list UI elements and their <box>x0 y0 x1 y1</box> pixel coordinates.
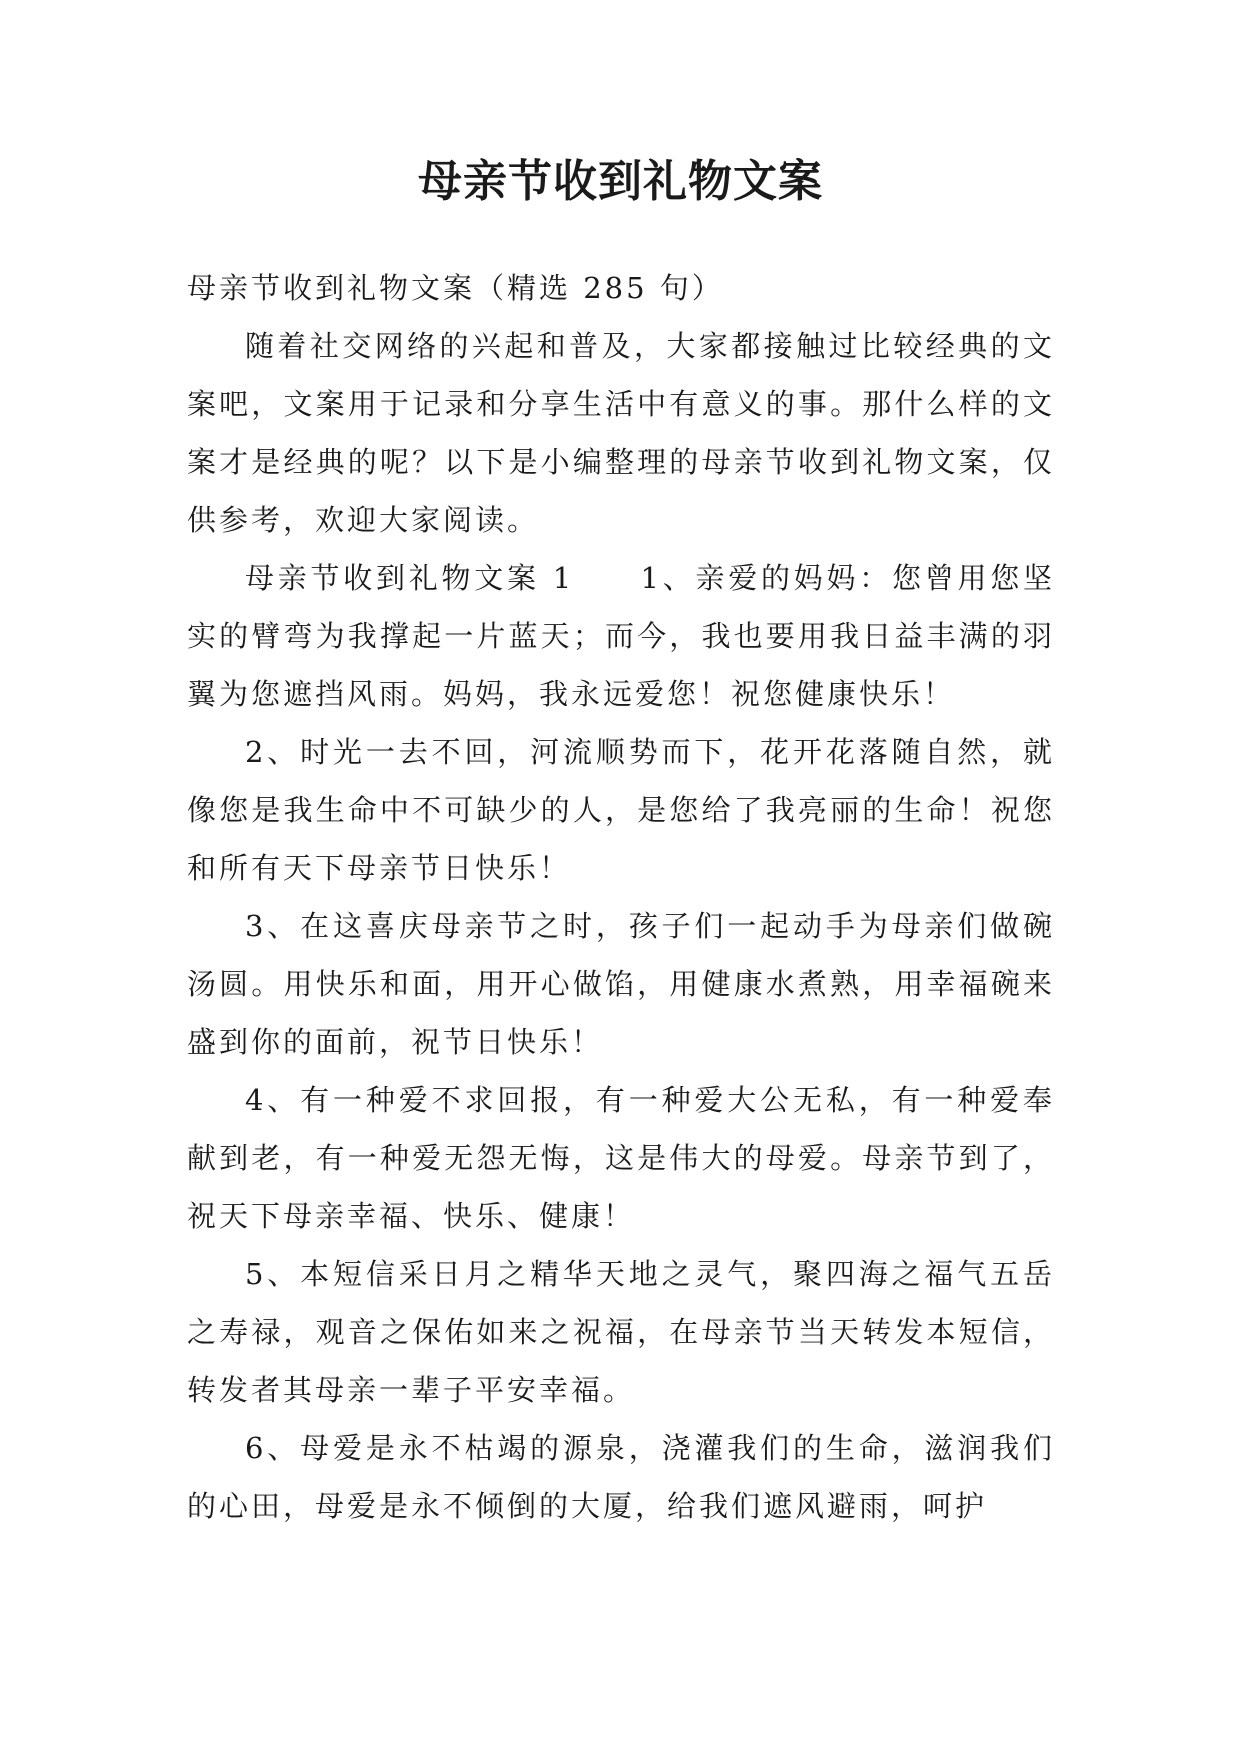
document-title: 母亲节收到礼物文案 <box>418 156 823 207</box>
paragraph-item-4: 4、有一种爱不求回报，有一种爱大公无私，有一种爱奉献到老，有一种爱无怨无悔，这是伟大的母爱。母亲节到了，祝天下母亲幸福、快乐、健康！ <box>187 1083 1055 1233</box>
document-body <box>187 259 1055 1535</box>
paragraph-item-5: 5、本短信采日月之精华天地之灵气，聚四海之福气五岳之寿禄，观音之保佑如来之祝福，在母亲节当天转发本短信，转发者其母亲一辈子平安幸福。 <box>187 1257 1055 1407</box>
paragraph-item-1: 母亲节收到礼物文案 1 1、亲爱的妈妈：您曾用您坚实的臂弯为我撑起一片蓝天；而今，我也要用我日益丰满的羽翼为您遮挡风雨。妈妈，我永远爱您！祝您健康快乐！ <box>187 561 1055 711</box>
paragraph-item-3: 3、在这喜庆母亲节之时，孩子们一起动手为母亲们做碗汤圆。用快乐和面，用开心做馅，用健康水煮熟，用幸福碗来盛到你的面前，祝节日快乐！ <box>187 909 1055 1059</box>
paragraph-item-2: 2、时光一去不回，河流顺势而下，花开花落随自然，就像您是我生命中不可缺少的人，是您给了我亮丽的生命！祝您和所有天下母亲节日快乐！ <box>187 735 1055 885</box>
paragraph-intro: 随着社交网络的兴起和普及，大家都接触过比较经典的文案吧，文案用于记录和分享生活中有意义的事。那什么样的文案才是经典的呢？以下是小编整理的母亲节收到礼物文案，仅供参考，欢迎大家阅读。 <box>187 329 1055 537</box>
document-subtitle: 母亲节收到礼物文案（精选 285 句） <box>187 271 724 305</box>
paragraph-item-6: 6、母爱是永不枯竭的源泉，浇灌我们的生命，滋润我们的心田，母爱是永不倾倒的大厦，给我们遮风避雨，呵护 <box>187 1431 1055 1523</box>
